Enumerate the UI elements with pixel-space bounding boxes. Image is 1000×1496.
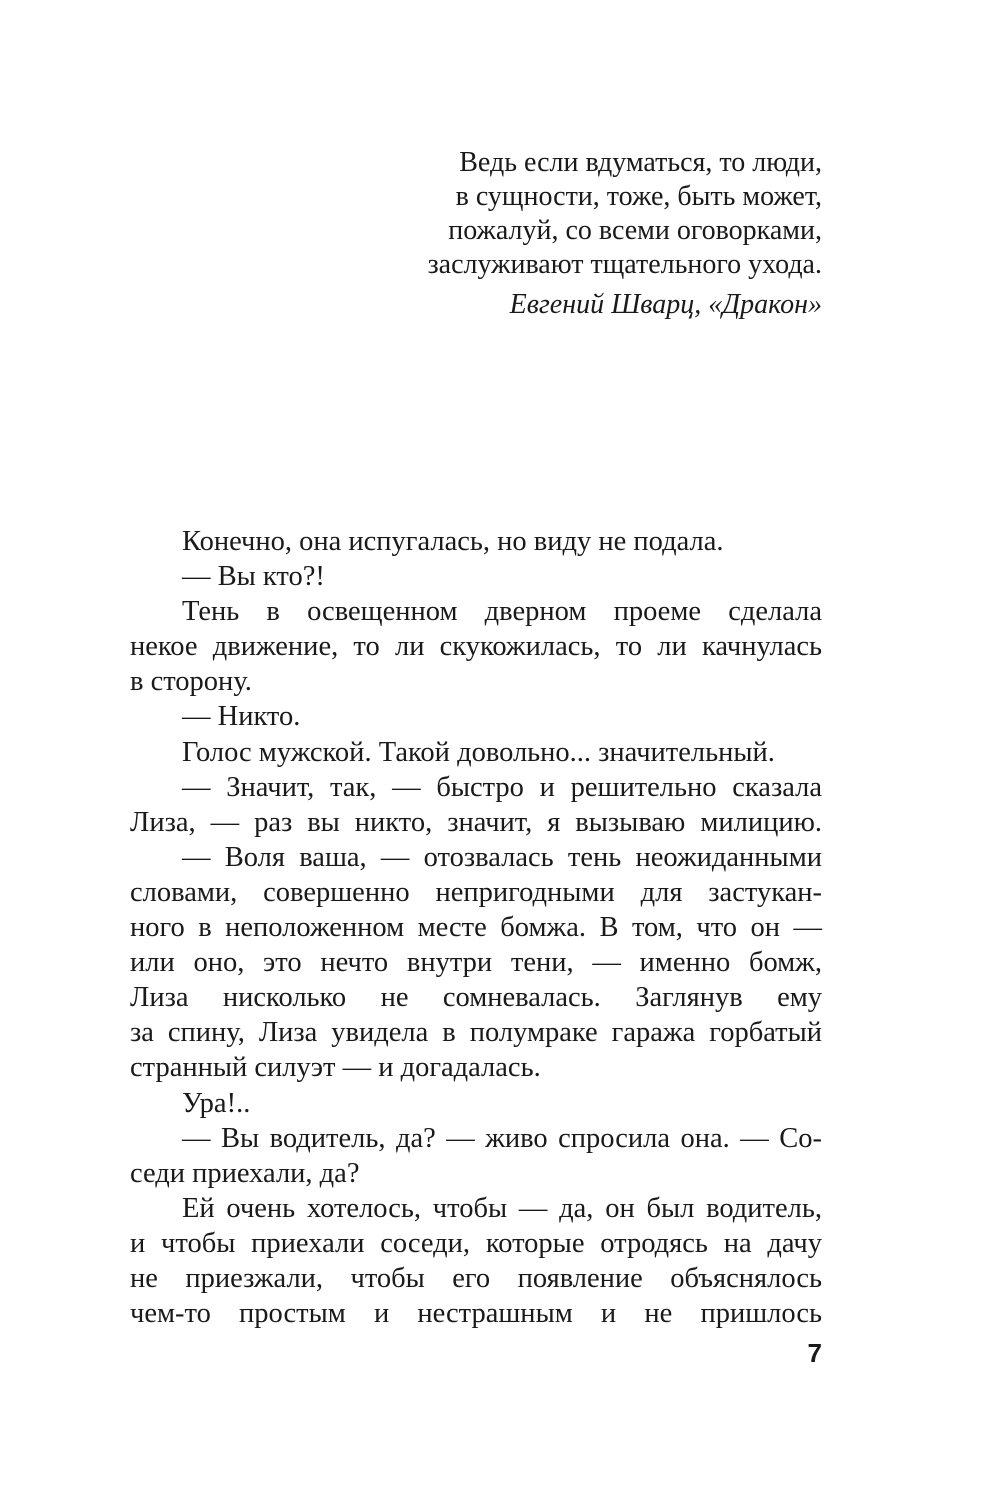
text-line: не приезжали, чтобы его появление объяснялось xyxy=(130,1262,822,1294)
text-line: Голос мужской. Такой довольно... значительный. xyxy=(182,736,775,768)
page-number: 7 xyxy=(807,1338,822,1368)
epigraph xyxy=(380,146,822,322)
text-line: в сторону. xyxy=(130,666,252,698)
epigraph-line: пожалуй, со всеми оговорками, xyxy=(448,215,822,246)
epigraph-attribution: Евгений Шварц, «Дракон» xyxy=(509,289,822,320)
text-line: ного в неположенном месте бомжа. В том, что он — xyxy=(130,912,822,944)
text-line: — Никто. xyxy=(182,701,301,733)
text-line: Лиза, — раз вы никто, значит, я вызываю милицию. xyxy=(130,806,822,838)
text-line: — Воля ваша, — отозвалась тень неожиданными xyxy=(182,841,822,873)
epigraph-line: Ведь если вдуматься, то люди, xyxy=(459,147,822,178)
text-line: странный силуэт — и догадалась. xyxy=(130,1052,541,1084)
epigraph-line: в сущности, тоже, быть может, xyxy=(455,181,822,212)
text-line: и чтобы приехали соседи, которые отродясь на дачу xyxy=(130,1227,822,1259)
text-line: Ей очень хотелось, чтобы — да, он был водитель, xyxy=(182,1192,822,1224)
text-line: Лиза нисколько не сомневалась. Заглянув ему xyxy=(130,982,822,1014)
text-line: чем-то простым и нестрашным и не пришлось xyxy=(130,1298,822,1330)
text-line: — Вы кто?! xyxy=(182,561,325,593)
text-line: седи приехали, да? xyxy=(130,1157,360,1189)
text-line: некое движение, то ли скукожилась, то ли качнулась xyxy=(130,631,822,663)
main-text xyxy=(130,524,822,1331)
text-line: или оно, это нечто внутри тени, — именно бомж, xyxy=(130,947,822,979)
text-line: за спину, Лиза увидела в полумраке гаража горбатый xyxy=(130,1017,822,1049)
epigraph-line: заслуживают тщательного ухода. xyxy=(427,249,822,280)
text-line: словами, совершенно непригодными для застукан- xyxy=(130,876,822,908)
text-line: — Вы водитель, да? — живо спросила она. — Со- xyxy=(182,1122,822,1154)
text-line: Конечно, она испугалась, но виду не подала. xyxy=(182,526,724,557)
text-line: — Значит, так, — быстро и решительно сказала xyxy=(182,771,822,803)
text-line: Тень в освещенном дверном проеме сделала xyxy=(182,596,822,628)
text-line: Ура!.. xyxy=(182,1087,251,1119)
